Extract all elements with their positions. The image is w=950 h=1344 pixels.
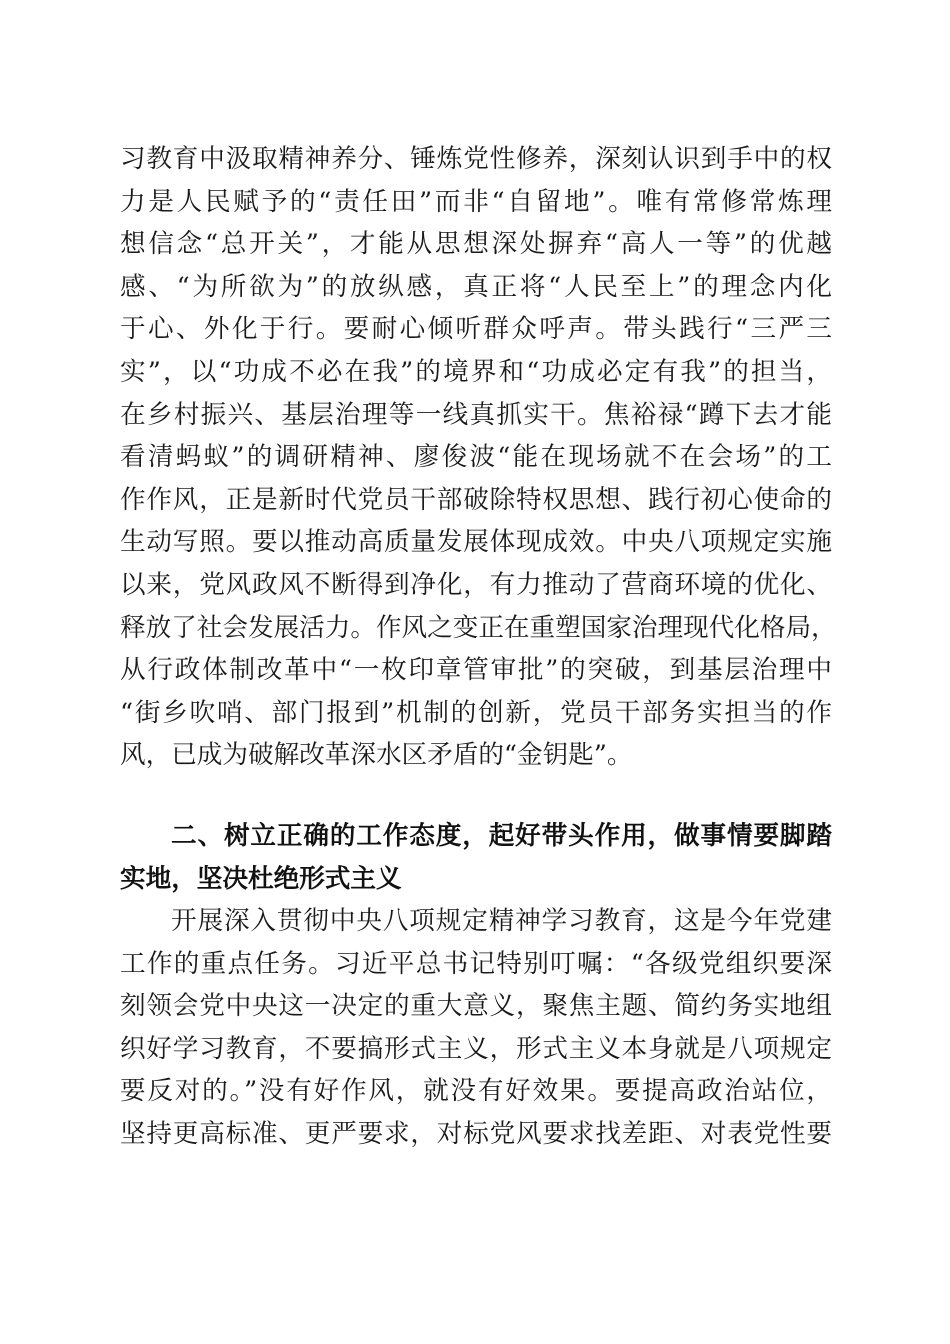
text-line: 作作风，正是新时代党员干部破除特权思想、践行初心使命的 [120,484,832,515]
section-heading [120,815,832,900]
text-line: “街乡吹哨、部门报到”机制的创新，党员干部务实担当的作 [120,697,832,728]
text-line: 想信念“总开关”，才能从思想深处摒弃“高人一等”的优越 [120,229,832,260]
text-line: 生动写照。要以推动高质量发展体现成效。中央八项规定实施 [120,527,832,558]
text-line: 实”，以“功成不必在我”的境界和“功成必定有我”的担当， [120,356,832,387]
text-line: 释放了社会发展活力。作风之变正在重塑国家治理现代化格局， [120,612,837,643]
text-line: 力是人民赋予的“责任田”而非“自留地”。唯有常修常炼理 [120,186,832,217]
text-line: 看清蚂蚁”的调研精神、廖俊波“能在现场就不在会场”的工 [120,442,832,473]
text-line: 于心、外化于行。要耐心倾听群众呼声。带头践行“三严三 [120,314,832,345]
text-line: 以来，党风政风不断得到净化，有力推动了营商环境的优化、 [120,569,832,600]
text-line: 风，已成为破解改革深水区矛盾的“金钥匙”。 [120,740,633,771]
text-line: 要反对的。”没有好作风，就没有好效果。要提高政治站位， [120,1076,832,1107]
text-line: 从行政体制改革中“一枚印章管审批”的突破，到基层治理中 [120,655,832,686]
text-line: 开展深入贯彻中央八项规定精神学习教育，这是今年党建 [171,906,832,936]
text-line: 感、“为所欲为”的放纵感，真正将“人民至上”的理念内化 [120,271,832,302]
text-line: 坚持更高标准、更严要求，对标党风要求找差距、对表党性要 [120,1118,832,1149]
heading-line: 实地，坚决杜绝形式主义 [120,863,402,894]
text-line: 工作的重点任务。习近平总书记特别叮嘱：“各级党组织要深 [120,948,832,979]
paragraph-body [120,900,832,1156]
text-line: 在乡村振兴、基层治理等一线真抓实干。焦裕禄“蹲下去才能 [120,399,832,430]
text-line: 习教育中汲取精神养分、锤炼党性修养，深刻认识到手中的权 [120,144,832,174]
text-line: 织好学习教育，不要搞形式主义，形式主义本身就是八项规定 [120,1033,832,1064]
heading-line: 二、树立正确的工作态度，起好带头作用，做事情要脚踏 [171,821,832,851]
text-line: 刻领会党中央这一决定的重大意义，聚焦主题、简约务实地组 [120,991,832,1022]
paragraph-continued [120,138,837,777]
